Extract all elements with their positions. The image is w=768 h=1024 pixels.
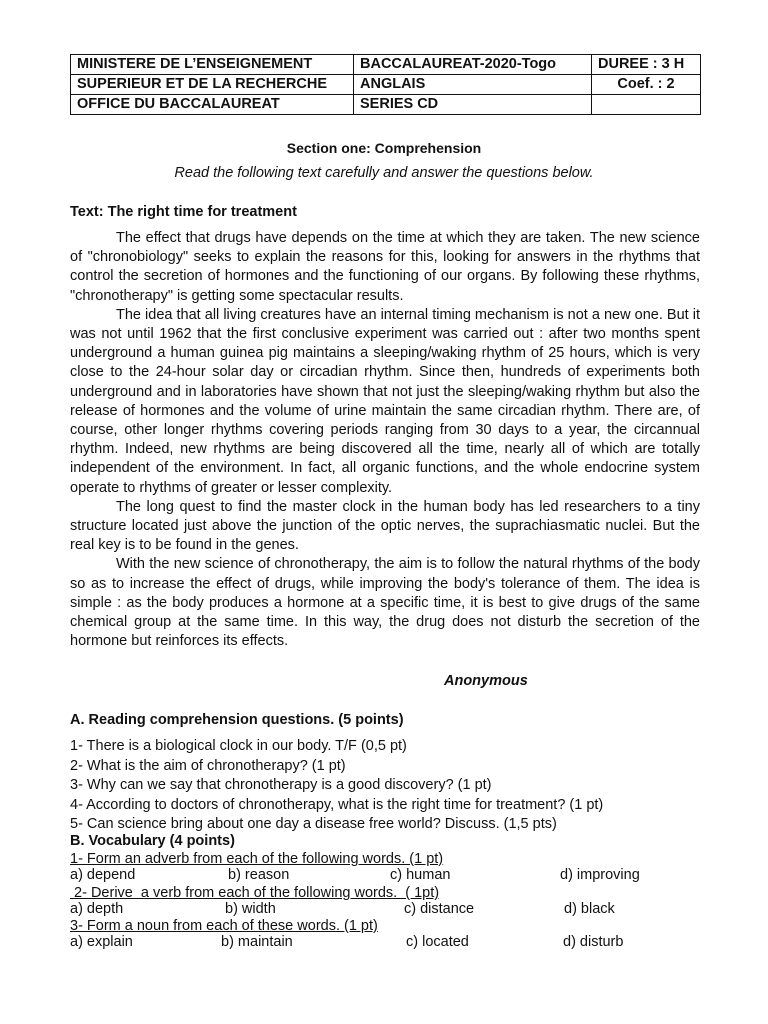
word-item: d) black (564, 901, 615, 917)
header-row (71, 75, 701, 95)
passage (70, 229, 700, 651)
word-row (70, 901, 710, 918)
passage-paragraph: With the new science of chronotherapy, the aim is to follow the natural rhythms of the body so as to increase the effect of drugs, while improving the body's tolerance of them. The idea is simple : as the body produces a hormone at a specific time, it is best to give drugs of the same chemical group at the same time. In this way, the drug does not disturb the secretion of the hormone but reinforces its effects. (70, 556, 700, 650)
header-cell: BACCALAUREAT-2020-Togo (354, 55, 592, 75)
header-row (71, 95, 701, 115)
header-cell: Coef. : 2 (592, 75, 701, 95)
vocab-exercise (70, 885, 710, 918)
question-item: 1- There is a biological clock in our body. T/F (0,5 pt) (70, 738, 407, 754)
header-row (71, 55, 701, 75)
vocab-exercise (70, 851, 710, 884)
header-cell: ANGLAIS (354, 75, 592, 95)
section-title: Section one: Comprehension (286, 140, 482, 156)
header-cell: MINISTERE DE L’ENSEIGNEMENT (71, 55, 354, 75)
word-item: c) located (406, 934, 469, 950)
word-item: b) reason (228, 867, 290, 883)
word-item: a) depth (70, 901, 124, 917)
word-item: b) maintain (221, 934, 293, 950)
header-cell (592, 95, 701, 115)
exercise-instruction: 3- Form a noun from each of these words. (1 pt) (70, 918, 378, 934)
word-item: a) depend (70, 867, 136, 883)
exercise-instruction: 2- Derive a verb from each of the following words. ( 1pt) (70, 885, 440, 901)
question-item: 5- Can science bring about one day a disease free world? Discuss. (1,5 pts) (70, 816, 557, 832)
question-list (70, 737, 710, 835)
word-item: d) disturb (563, 934, 624, 950)
question-item: 3- Why can we say that chronotherapy is a good discovery? (1 pt) (70, 777, 492, 793)
section-b-title: B. Vocabulary (4 points) (70, 833, 235, 849)
header-cell: SUPERIEUR ET DE LA RECHERCHE (71, 75, 354, 95)
author: Anonymous (444, 673, 528, 689)
exercise-instruction: 1- Form an adverb from each of the following words. (1 pt) (70, 851, 444, 867)
header-cell: OFFICE DU BACCALAUREAT (71, 95, 354, 115)
word-item: c) distance (404, 901, 475, 917)
passage-paragraph: The long quest to find the master clock in the human body has led researchers to a tiny structure located just above the junction of the optic nerves, the suprachiasmatic nuclei. But the real key is to be found in the genes. (70, 498, 700, 554)
header-cell: SERIES CD (354, 95, 592, 115)
text-title: Text: The right time for treatment (70, 204, 297, 220)
question-item: 4- According to doctors of chronotherapy, what is the right time for treatment? (1 pt) (70, 796, 604, 813)
instructions: Read the following text carefully and answer the questions below. (174, 165, 594, 181)
word-row (70, 934, 710, 951)
word-item: d) improving (560, 867, 640, 883)
word-item: b) width (225, 901, 276, 917)
passage-paragraph: The idea that all living creatures have an internal timing mechanism is not a new one. But it was not until 1962 that the first conclusive experiment was carried out : after two months spent underground a human guinea pig maintains a sleeping/waking rhythm of 25 hours, which is very close to the 24-hour solar day or circadian rhythm. Since then, hundreds of experiments both underground and in laboratories have shown that not just the sleeping/waking rhythm but also the release of hormones and the volume of urine maintain the same circadian rhythm. There are, of course, other longer rhythms covering periods ranging from 30 days to a year, the circannual rhythm. Indeed, new rhythms are being discovered all the time, nearly all of which are totally independent of the environment. In fact, all organic functions, and the whole endocrine system operate to rhythms of greater or lesser complexity. (70, 306, 700, 496)
question-item: 2- What is the aim of chronotherapy? (1 pt) (70, 757, 346, 774)
word-item: a) explain (70, 934, 133, 950)
vocab-exercise (70, 918, 710, 951)
passage-paragraph: The effect that drugs have depends on the time at which they are taken. The new science of "chronobiology" seeks to explain the reasons for this, looking for answers in the rhythms that control the secretion of hormones and the functioning of our organs. By following these rhythms, "chronotherapy" is getting some spectacular results. (70, 230, 700, 304)
header-cell: DUREE : 3 H (592, 55, 701, 75)
section-a-title: A. Reading comprehension questions. (5 points) (70, 712, 404, 728)
word-item: c) human (390, 867, 451, 883)
exam-header-table (70, 54, 701, 115)
word-row (70, 867, 710, 884)
